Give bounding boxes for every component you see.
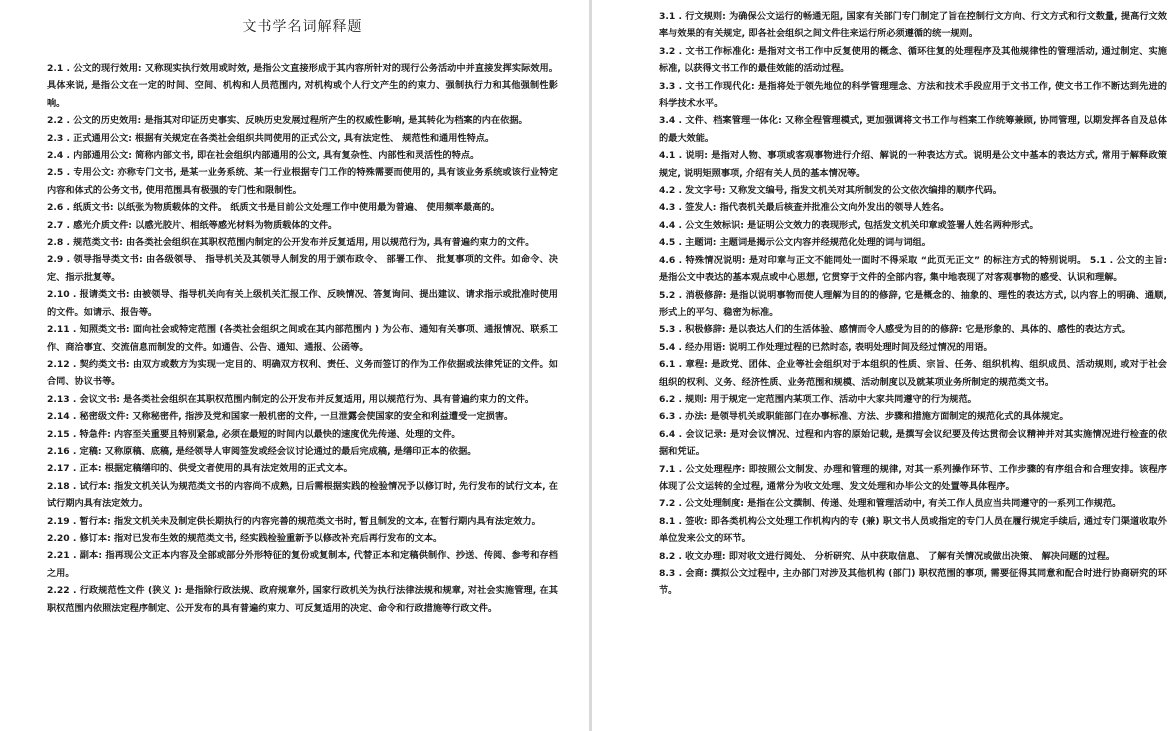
glossary-entry: 4.5 . 主题词: 主题词是揭示公文内容并经规范化处理的词与词组。 bbox=[659, 237, 931, 249]
glossary-entry: 8.3 . 会商: 撰拟公文过程中, 主办部门对涉及其他机构 (部门) 职权范围的事项, 需要征得其同意和配合时进行协商研究的环节。 bbox=[659, 568, 1167, 597]
glossary-entry: 2.13 . 会议文书: 是各类社会组织在其职权范围内制定的公开发布并反复适用, 用以规范行为、具有普遍约束力的文件。 bbox=[47, 393, 535, 405]
glossary-entry: 6.2 . 规则: 用于规定一定范围内某项工作、活动中大家共同遵守的行为规范。 bbox=[659, 393, 977, 405]
glossary-entry: 7.2 . 公文处理制度: 是指在公文撰制、传递、处理和管理活动中, 有关工作人员应当共同遵守的一系列工作规范。 bbox=[659, 498, 1122, 510]
right-page bbox=[592, 0, 1173, 731]
glossary-entry: 3.4 . 文件、档案管理一体化: 又称全程管理模式, 更加强调将文书工作与档案工作统筹兼顾, 协同管理, 以期发挥各自及总体的最大效能。 bbox=[659, 115, 1167, 144]
glossary-entry: 4.4 . 公文生效标识: 是证明公文效力的表现形式, 包括发文机关印章或签署人姓名两种形式。 bbox=[659, 219, 1039, 231]
glossary-entry: 8.1 . 签收: 即各类机构公文处理工作机构内的专 (兼) 职文书人员或指定的专门人员在履行规定手续后, 通过专门渠道收取外单位发来公文的环节。 bbox=[659, 515, 1167, 545]
right-entry-list bbox=[659, 8, 1167, 600]
glossary-entry: 2.5 . 专用公文: 亦称专门文书, 是某一业务系统、某一行业根据专门工作的特殊需要而使用的, 具有该业务系统或该行业特定内容和体式的公务文书, 使用范围具有极强的专门性和限制性。 bbox=[47, 167, 558, 196]
glossary-entry: 4.2 . 发文字号: 又称发文编号, 指发文机关对其所制发的公文依次编排的顺序代码。 bbox=[659, 185, 1002, 197]
glossary-entry: 5.2 . 消极修辞: 是指以说明事物而使人理解为目的的修辞, 它是概念的、抽象的、理性的表达方式, 以内容上的明确、通顺, 形式上的平匀、稳密为标准。 bbox=[659, 289, 1167, 318]
glossary-entry: 8.2 . 收文办理: 即对收文进行阅处、 分析研究、从中获取信息、 了解有关情况或做出决策、 解决问题的过程。 bbox=[659, 550, 1116, 562]
glossary-entry: 2.6 . 纸质文书: 以纸张为物质载体的文件。 纸质文书是目前公文处理工作中使用最为普遍、 使用频率最高的。 bbox=[47, 202, 500, 214]
glossary-entry: 3.1 . 行文规则: 为确保公文运行的畅通无阻, 国家有关部门专门制定了旨在控制行文方向、行文方式和行文数量, 提高行文效率与效果的有关规定, 即各社会组织之间文件往来运行所必须遵循的统一规则。 bbox=[659, 11, 1167, 40]
glossary-entry: 2.7 . 感光介质文件: 以感光胶片、相纸等感光材料为物质载体的文件。 bbox=[47, 219, 338, 231]
left-entry-list bbox=[47, 60, 558, 617]
glossary-entry: 5.4 . 经办用语: 说明工作处理过程的已然时态, 表明处理时间及经过情况的用语。 bbox=[659, 341, 993, 353]
glossary-entry: 2.1 . 公文的现行效用: 又称现实执行效用或时效, 是指公文直接形成于其内容所针对的现行公务活动中并直接发挥实际效用。具体来说, 是指公文在一定的时间、空间、机构和人员范围内, 对机构或个人行文产生的约束力、强制执行力和其他强制性影响。 bbox=[47, 63, 558, 109]
glossary-entry: 4.6 . 特殊情况说明: 是对印章与正文不能同处一面时不得采取 “此页无正文” 的标注方式的特别说明。 5.1 . 公文的主旨: 是指公文中表达的基本观点或中心思想, 它贯穿于文件的全部内容, 集中地表现了对客观事物的感受、认识和理解。 bbox=[659, 254, 1167, 284]
glossary-entry: 2.11 . 知照类文书: 面向社会或特定范围 (各类社会组织之间或在其内部范围内 ) 为公布、通知有关事项、通报情况、联系工作、商洽事宜、交流信息而制发的文件。如通告、公告、通知、通报、公函等。 bbox=[47, 324, 558, 353]
glossary-entry: 2.8 . 规范类文书: 由各类社会组织在其职权范围内制定的公开发布并反复适用, 用以规范行为, 具有普遍约束力的文件。 bbox=[47, 237, 535, 249]
page-title: 文书学名词解释题 bbox=[242, 19, 363, 35]
glossary-entry: 6.4 . 会议记录: 是对会议情况、过程和内容的原始记载, 是撰写会议纪要及传达贯彻会议精神并对其实施情况进行检查的依据和凭证。 bbox=[659, 428, 1167, 458]
glossary-entry: 2.2 . 公文的历史效用: 是指其对印证历史事实、反映历史发展过程所产生的权威性影响, 是其转化为档案的内在依据。 bbox=[47, 115, 528, 127]
glossary-entry: 2.19 . 暂行本: 指发文机关未及制定供长期执行的内容完善的规范类文书时, 暂且制发的文本, 在暂行期内具有法定效力。 bbox=[47, 515, 541, 527]
glossary-entry: 7.1 . 公文处理程序: 即按照公文制发、办理和管理的规律, 对其一系列操作环节、工作步骤的有序组合和合理安排。该程序体现了公文运转的全过程, 通常分为收文处理、发文处理和办毕公文的处置等具体程序。 bbox=[659, 463, 1167, 492]
glossary-entry: 2.17 . 正本: 根据定稿缮印的、供受文者使用的具有法定效用的正式文本。 bbox=[47, 463, 353, 475]
glossary-entry: 6.3 . 办法: 是领导机关或职能部门在办事标准、方法、步骤和措施方面制定的规范化式的具体规定。 bbox=[659, 411, 1069, 423]
glossary-entry: 3.2 . 文书工作标准化: 是指对文书工作中反复使用的概念、循环往复的处理程序及其他规律性的管理活动, 通过制定、实施标准, 以获得文书工作的最佳效能的活动过程。 bbox=[659, 45, 1167, 75]
glossary-entry: 2.21 . 副本: 指再现公文正本内容及全部或部分外形特征的复份或复制本, 代替正本和定稿供制作、抄送、传阅、参考和存档之用。 bbox=[47, 550, 558, 579]
glossary-entry: 2.22 . 行政规范性文件 (狭义 ): 是指除行政法规、政府规章外, 国家行政机关为执行法律法规和规章, 对社会实施管理, 在其职权范围内依照法定程序制定、公开发布的具有普遍约束力、可反复适用的决定、命令和行政措施等行政文件。 bbox=[47, 585, 558, 614]
glossary-entry: 2.10 . 报请类文书: 由被领导、指导机关向有关上级机关汇报工作、反映情况、答复询问、提出建议、请求指示或批准时使用的文件。如请示、报告等。 bbox=[47, 289, 558, 318]
glossary-entry: 4.1 . 说明: 是指对人物、事项或客观事物进行介绍、解说的一种表达方式。说明是公文中基本的表达方式, 常用于解释政策规定, 说明矩照事项, 介绍有关人员的基本情况等。 bbox=[659, 150, 1167, 179]
glossary-entry: 2.20 . 修订本: 指对已发布生效的规范类文书, 经实践检验重新予以修改补充后再行发布的文本。 bbox=[47, 532, 443, 544]
glossary-entry: 2.12 . 契约类文书: 由双方或数方为实现一定目的、明确双方权利、责任、义务而签订的作为工作依据或法律凭证的文件。如合同、协议书等。 bbox=[47, 358, 558, 388]
glossary-entry: 5.3 . 积极修辞: 是以表达人们的生活体验、感情而令人感受为目的的修辞: 它是形象的、具体的、感性的表达方式。 bbox=[659, 324, 1131, 336]
glossary-entry: 2.16 . 定稿: 又称原稿、底稿, 是经领导人审阅签发或经会议讨论通过的最后完成稿, 是缮印正本的依据。 bbox=[47, 445, 477, 457]
glossary-entry: 2.14 . 秘密级文件: 又称秘密件, 指涉及党和国家一般机密的文件, 一旦泄露会使国家的安全和利益遭受一定损害。 bbox=[47, 411, 514, 423]
glossary-entry: 3.3 . 文书工作现代化: 是指将处于领先地位的科学管理理念、方法和技术手段应用于文书工作, 使文书工作不断达到先进的科学技术水平。 bbox=[659, 80, 1167, 110]
glossary-entry: 2.18 . 试行本: 指发文机关认为规范类文书的内容尚不成熟, 日后需根据实践的检验情况予以修订时, 先行发布的试行文本, 在试行期内具有法定效力。 bbox=[47, 480, 558, 510]
glossary-entry: 2.9 . 领导指导类文书: 由各级领导、 指导机关及其领导人制发的用于颁布政令、 部署工作、 批复事项的文件。如命令、决定、指示批复等。 bbox=[47, 254, 558, 283]
glossary-entry: 2.4 . 内部通用公文: 简称内部文书, 即在社会组织内部通用的公文, 具有复杂性、内部性和灵活性的特点。 bbox=[47, 150, 480, 162]
glossary-entry: 2.15 . 特急件: 内容至关重要且特别紧急, 必须在最短的时间内以最快的速度优先传递、处理的文件。 bbox=[47, 428, 461, 440]
glossary-entry: 2.3 . 正式通用公文: 根据有关规定在各类社会组织共同使用的正式公文, 具有法定性、 规范性和通用性特点。 bbox=[47, 132, 495, 144]
glossary-entry: 4.3 . 签发人: 指代表机关最后核查并批准公文向外发出的领导人姓名。 bbox=[659, 202, 950, 214]
glossary-entry: 6.1 . 章程: 是政党、团体、企业等社会组织对于本组织的性质、宗旨、任务、组织机构、组织成员、活动规则, 或对于社会组织的权利、义务、经济性质、业务范围和规模、活动制度以及就某项业务所制定的规范类文书。 bbox=[659, 359, 1167, 388]
